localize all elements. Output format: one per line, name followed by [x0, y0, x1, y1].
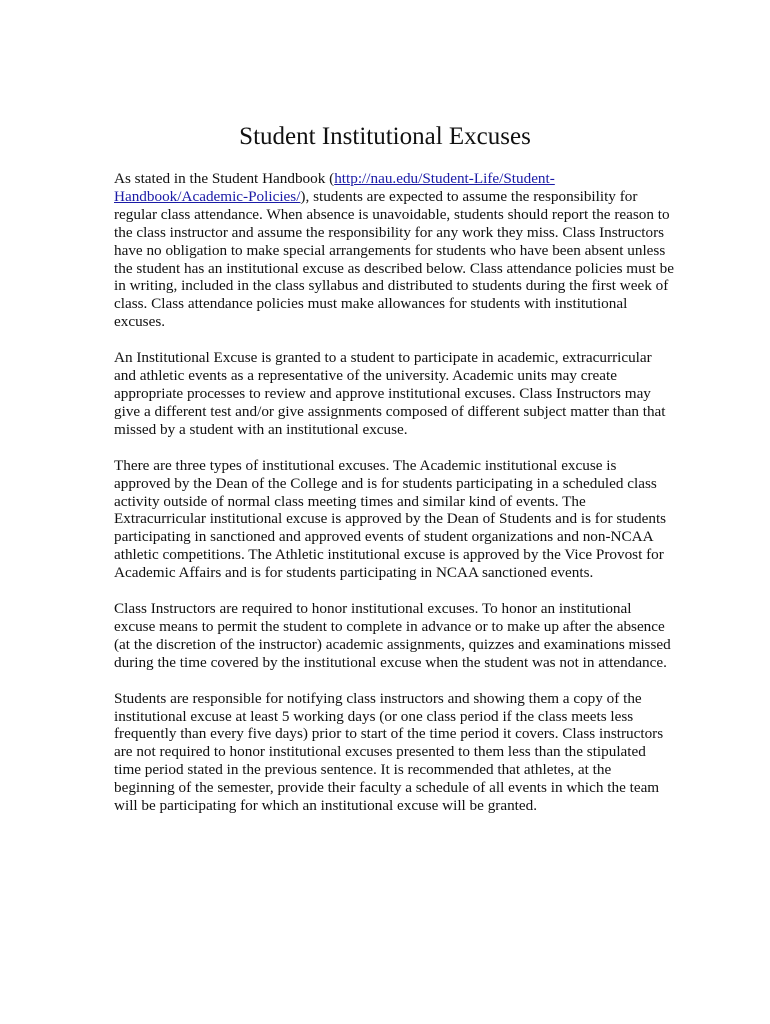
paragraph-text-start: As stated in the Student Handbook ( [114, 170, 335, 187]
paragraph-instructor-obligations: Class Instructors are required to honor institutional excuses. To honor an institutional excuse means to permit the student to complete in advance or to make up after the absence (at the discretion of the instructor) academic assignments, quizzes and examinations missed during the time covered by the institutional excuse when the student was not in attendance. [114, 600, 671, 671]
document-body [114, 170, 674, 833]
paragraph-student-responsibilities: Students are responsible for notifying class instructors and showing them a copy of the institutional excuse at least 5 working days (or one class period if the class meets less frequently than every five days) prior to start of the time period it covers. Class instructors are not required to honor institutional excuses presented to them less than the stipulated time period stated in the previous sentence. It is recommended that athletes, at the beginning of the semester, provide their faculty a schedule of all events in which the team will be participating for which an institutional excuse will be granted. [114, 689, 664, 815]
page-title: Student Institutional Excuses [239, 123, 531, 150]
paragraph-handbook-attendance [114, 170, 674, 331]
student-handbook-link[interactable]: http://nau.edu/Student-Life/Student-Handbook/Academic-Policies/ [114, 170, 555, 205]
paragraph-excuse-types: There are three types of institutional excuses. The Academic institutional excuse is approved by the Dean of the College and is for students participating in a scheduled class activity outside of normal class meeting times and similar kind of events. The Extracurricular institutional excuse is approved by the Dean of Students and is for students participating in sanctioned and approved events of student organizations and non-NCAA athletic competitions. The Athletic institutional excuse is approved by the Vice Provost for Academic Affairs and is for students participating in NCAA sanctioned events. [114, 456, 667, 582]
paragraph-institutional-excuse-definition: An Institutional Excuse is granted to a student to participate in academic, extracurricular and athletic events as a representative of the university. Academic units may create appropriate processes to review and approve institutional excuses. Class Instructors may give a different test and/or give assignments composed of different subject matter than that missed by a student with an institutional excuse. [114, 349, 666, 438]
paragraph-text-rest: ), students are expected to assume the responsibility for regular class attendance. When absence is unavoidable, students should report the reason to the class instructor and assume the responsibility for any work they miss. Class Instructors have no obligation to make special arrangements for students who have been absent unless the student has an institutional excuse as described below. Class attendance policies must be in writing, included in the class syllabus and distributed to students during the first week of class. Class attendance policies must make allowances for students with institutional excuses. [114, 187, 674, 331]
